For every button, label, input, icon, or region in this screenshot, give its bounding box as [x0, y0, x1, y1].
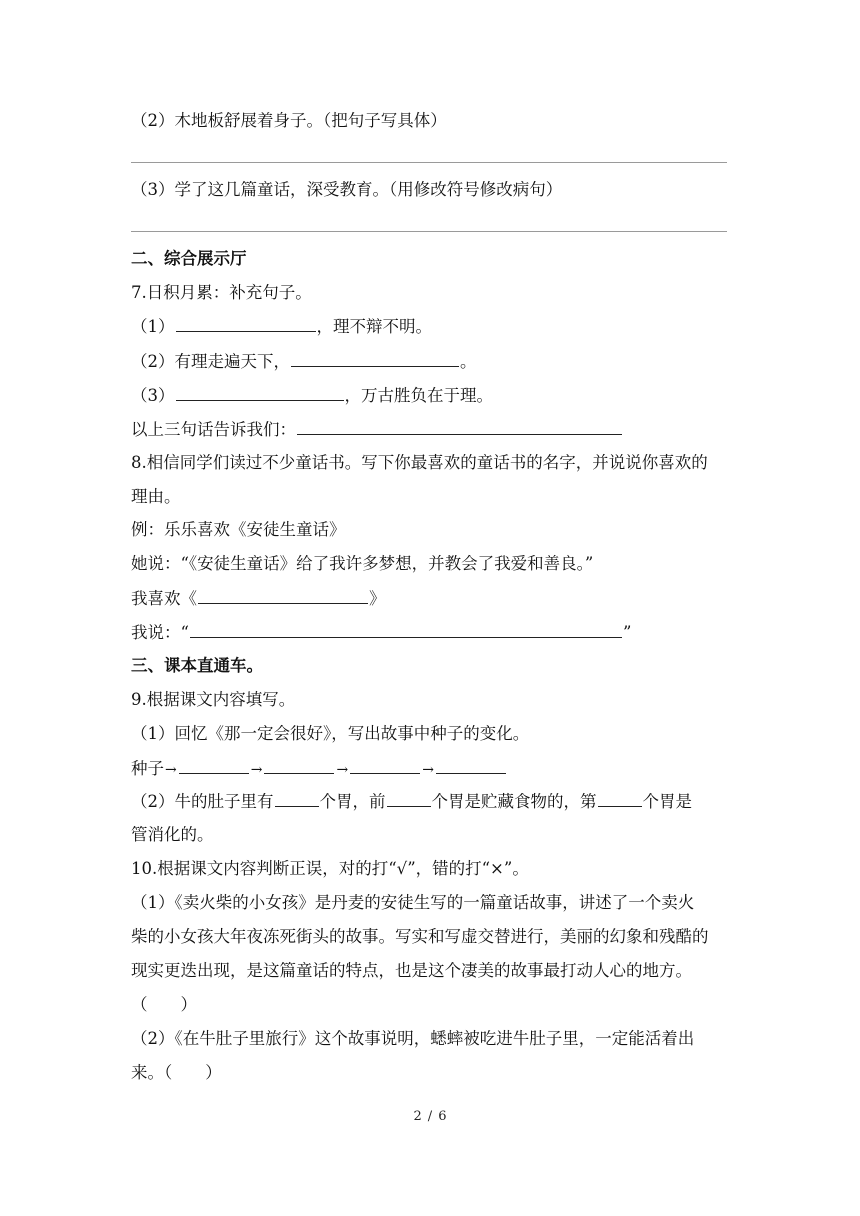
q9-title: 9.根据课文内容填写。: [131, 690, 296, 709]
arrow-icon: →: [336, 762, 349, 778]
q7-3-prefix: （3）: [131, 386, 175, 405]
q7-1-suffix: ，理不辩不明。: [316, 317, 432, 336]
arrow-icon: →: [165, 762, 177, 778]
q9-2-blank-1[interactable]: [275, 790, 319, 807]
q9-seed-chain: [131, 757, 507, 781]
q9-2-blank-3[interactable]: [598, 790, 642, 807]
q9-2-part-1: （2）牛的肚子里有: [131, 792, 274, 811]
q8-line-1: 8.相信同学们读过不少童话书。写下你最喜欢的童话书的名字，并说说你喜欢的: [131, 453, 708, 472]
q10-1-line-1: （1）《卖火柴的小女孩》是丹麦的安徒生写的一篇童话故事，讲述了一个卖火: [131, 893, 695, 912]
q8-i-said-suffix: ”: [622, 623, 632, 642]
q8-line-2: 理由。: [131, 487, 181, 506]
q6-3: （3）学了这几篇童话，深受教育。（用修改符号修改病句）: [131, 180, 563, 199]
q10-2-line-2: 来。（ ）: [131, 1063, 222, 1082]
q9-2-blank-2[interactable]: [387, 790, 431, 807]
q7-summary: [131, 418, 623, 441]
q7-3: [131, 384, 493, 407]
q8-i-said-prefix: 我说：“: [131, 623, 189, 642]
section-2-title: 二、综合展示厅: [131, 249, 247, 268]
q10-1-line-3: 现实更迭出现，是这篇童话的特点，也是这个凄美的故事最打动人心的地方。: [131, 961, 692, 980]
q9-2-part-4: 个胃是: [642, 792, 692, 811]
q7-1-prefix: （1）: [131, 317, 175, 336]
answer-line-q6-3: [131, 231, 727, 232]
q8-i-said: [131, 621, 631, 644]
q10-title: 10.根据课文内容判断正误，对的打“√”，错的打“×”。: [131, 859, 529, 878]
q9-2: [131, 790, 692, 813]
section-3-title: 三、课本直通车。: [131, 656, 263, 675]
q7-title: 7.日积月累：补充句子。: [131, 283, 312, 302]
q7-summary-label: 以上三句话告诉我们：: [131, 420, 296, 439]
answer-line-q6-2: [131, 162, 727, 163]
q9-1: （1）回忆《那一定会很好》，写出故事中种子的变化。: [131, 724, 530, 743]
q7-2: [131, 350, 477, 373]
q10-1-answer-paren[interactable]: （ ）: [131, 995, 197, 1014]
q8-reason-blank[interactable]: [190, 621, 622, 638]
q7-summary-blank[interactable]: [297, 418, 622, 435]
page-current: 2: [413, 1109, 422, 1124]
q9-2-part-3: 个胃是贮藏食物的，第: [431, 792, 597, 811]
q8-example: 例：乐乐喜欢《安徒生童话》: [131, 520, 346, 539]
arrow-icon: →: [422, 762, 434, 778]
q7-3-suffix: ，万古胜负在于理。: [344, 386, 493, 405]
q7-3-blank[interactable]: [176, 384, 344, 401]
q9-seed-label: 种子: [131, 759, 164, 778]
q9-2-line-2: 管消化的。: [131, 825, 214, 844]
page-total: 6: [438, 1109, 447, 1124]
page-number: [0, 1109, 860, 1124]
q6-2: （2）木地板舒展着身子。（把句子写具体）: [131, 111, 447, 130]
q9-seed-blank-1[interactable]: [179, 757, 249, 774]
q7-1: [131, 315, 432, 338]
q7-1-blank[interactable]: [176, 315, 316, 332]
q10-1-line-2: 柴的小女孩大年夜冻死街头的故事。写实和写虚交替进行，美丽的幻象和残酷的: [131, 927, 709, 946]
q10-2-line-1: （2）《在牛肚子里旅行》这个故事说明，蟋蟀被吃进牛肚子里，一定能活着出: [131, 1029, 695, 1048]
q7-2-prefix: （2）有理走遍天下，: [131, 352, 290, 371]
q8-book-blank[interactable]: [198, 587, 368, 604]
page-separator: /: [427, 1109, 433, 1124]
q9-2-part-2: 个胃，前: [319, 792, 386, 811]
q8-she-said: 她说：“《安徒生童话》给了我许多梦想，并教会了我爱和善良。”: [131, 554, 594, 573]
q7-2-suffix: 。: [460, 352, 477, 371]
q7-2-blank[interactable]: [291, 350, 459, 367]
q8-i-like-suffix: 》: [369, 589, 386, 608]
arrow-icon: →: [250, 762, 263, 778]
q8-i-like: [131, 587, 386, 610]
q9-seed-blank-3[interactable]: [350, 757, 420, 774]
q9-seed-blank-4[interactable]: [436, 757, 506, 774]
q8-i-like-prefix: 我喜欢《: [131, 589, 197, 608]
q9-seed-blank-2[interactable]: [264, 757, 334, 774]
